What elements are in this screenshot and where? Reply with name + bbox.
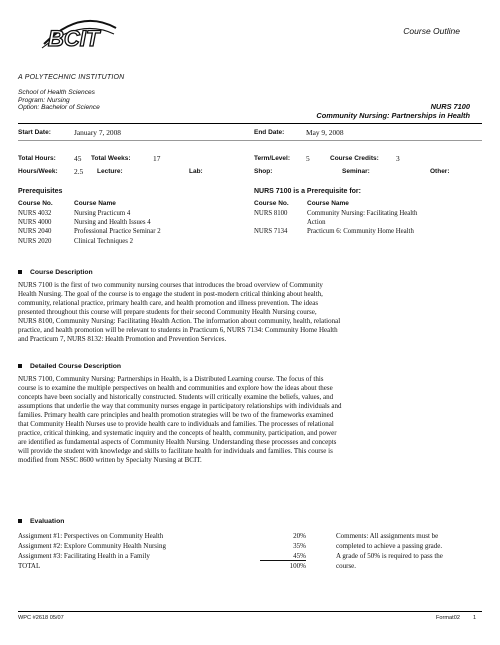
- evaluation-item: Assignment #3: Facilitating Health in a Family: [18, 552, 150, 560]
- total-weeks-value: 17: [153, 154, 161, 163]
- prereq-col-course-name: Course Name: [74, 200, 116, 207]
- paragraph-line: assumptions that underlie the way that community nurses engage in participatory relationships with individuals and: [18, 402, 342, 411]
- header-rule: [18, 123, 482, 124]
- evaluation-percent: 20%: [293, 532, 306, 540]
- prereq-for-course-name-cont: Action: [307, 219, 326, 227]
- end-date-value: May 9, 2008: [306, 128, 344, 137]
- paragraph-line: NURS 7100 is the first of two community nursing courses that introduces the broad overview of Community: [18, 281, 323, 289]
- paragraph-line: NURS 7100, Community Nursing: Partnerships in Health, is a Distributed Learning course. The focus of this: [18, 375, 324, 383]
- evaluation-percent: 100%: [289, 562, 306, 570]
- paragraph-line: Health Nursing. The goal of the course is to engage the student in post-modern critical thinking about health,: [18, 290, 323, 299]
- paragraph-line: course is to examine the multiple perspectives on health and communities and explore how the ideas about these: [18, 384, 333, 393]
- document-type: Course Outline: [403, 26, 460, 36]
- paragraph-line: will provide the student with knowledge and skills to facilitate health for individuals and families. This course is: [18, 447, 333, 456]
- prereq-course-no: NURS 4032: [18, 210, 52, 217]
- paragraph-line: community, relational practice, primary health care, and health promotion and illness prevention. The ideas: [18, 299, 319, 308]
- prereq-course-no: NURS 2020: [18, 237, 52, 245]
- paragraph-line: that Community Health Nurses use to provide health care to individuals and families. The processes of relational: [18, 420, 334, 429]
- lecture-label: Lecture:: [97, 168, 123, 175]
- lab-label: Lab:: [189, 168, 203, 175]
- paragraph-line: are identified as fundamental aspects of Community Health Nursing. Understanding these processes and concepts: [18, 438, 337, 447]
- paragraph-line: practice, critical thinking, and systematic inquiry and the concepts of health, community, participation, and power: [18, 429, 337, 438]
- prereq-course-name: Professional Practice Seminar 2: [74, 228, 161, 236]
- prereq-for-heading: NURS 7100 is a Prerequisite for:: [254, 188, 361, 195]
- hours-week-label: Hours/Week:: [18, 168, 58, 175]
- start-date-label: Start Date:: [18, 129, 51, 136]
- end-date-label: End Date:: [254, 129, 285, 136]
- school-name: School of Health Sciences: [18, 89, 95, 96]
- total-hours-value: 45: [74, 154, 82, 163]
- evaluation-title: Evaluation: [30, 518, 65, 525]
- evaluation-item: TOTAL: [18, 562, 41, 570]
- evaluation-heading: [18, 518, 64, 525]
- course-credits-label: Course Credits:: [330, 155, 379, 162]
- prereq-course-no: NURS 2040: [18, 228, 52, 236]
- evaluation-item: Assignment #2: Explore Community Health Nursing: [18, 542, 166, 550]
- evaluation-comment-line: completed to achieve a passing grade.: [336, 542, 443, 550]
- prereq-course-name: Clinical Techniques 2: [74, 237, 134, 245]
- paragraph-line: concepts have been socially and historically constructed. Students will critically examine the beliefs, values, and: [18, 393, 334, 402]
- course-description-text: [18, 281, 480, 344]
- course-title: Community Nursing: Partnerships in Health: [316, 111, 470, 120]
- prereq-for-col-course-no: Course No.: [254, 200, 289, 207]
- course-description-heading: [18, 269, 93, 276]
- course-code: NURS 7100: [430, 102, 470, 111]
- prereq-for-col-course-name: Course Name: [307, 200, 349, 207]
- logo-text: BCIT: [48, 26, 100, 51]
- evaluation-percent: 35%: [293, 542, 306, 550]
- paragraph-line: families. Primary health care principles and health promotion strategies will be two of the frameworks examined: [18, 411, 334, 420]
- prereq-for-course-name: Practicum 6: Community Home Health: [307, 228, 414, 236]
- hours-week-value: 2.5: [74, 167, 84, 176]
- seminar-label: Seminar:: [342, 168, 370, 175]
- evaluation-percent: 45%: [293, 552, 306, 560]
- prereq-for-course-name: Community Nursing: Facilitating Health: [307, 210, 418, 217]
- prereq-for-course-no: NURS 7134: [254, 228, 288, 236]
- total-hours-label: Total Hours:: [18, 155, 56, 162]
- evaluation-comment-line: Comments: All assignments must be: [336, 532, 439, 540]
- footer-format: Format02: [436, 615, 460, 621]
- evaluation-item: Assignment #1: Perspectives on Community Health: [18, 532, 164, 540]
- detailed-description-heading: [18, 363, 121, 370]
- school-block: [18, 89, 100, 112]
- tagline: A POLYTECHNIC INSTITUTION: [18, 74, 125, 81]
- prereq-col-course-no: Course No.: [18, 200, 53, 207]
- info-rule: [18, 140, 482, 141]
- paragraph-line: and Practicum 7, NURS 8132: Health Promotion and Prevention Services.: [18, 335, 227, 344]
- footer-code: WPC #2618 05/07: [18, 615, 64, 621]
- evaluation-comment-line: course.: [336, 562, 357, 570]
- total-weeks-label: Total Weeks:: [91, 155, 131, 162]
- footer-rule: [18, 611, 482, 612]
- other-label: Other:: [430, 168, 450, 175]
- page-number: 1: [473, 615, 477, 621]
- bullet-icon: [18, 270, 22, 274]
- term-level-value: 5: [306, 154, 310, 163]
- paragraph-line: modified from NSSC 8600 written by Specialty Nursing at BCIT.: [18, 456, 202, 465]
- start-date-value: January 7, 2008: [74, 128, 122, 137]
- paragraph-line: NURS 8100, Community Nursing: Facilitating Health Action. The information about community, health, relational: [18, 317, 341, 326]
- option: Option: Bachelor of Science: [18, 104, 100, 112]
- prereq-course-no: NURS 4000: [18, 219, 52, 227]
- course-description-title: Course Description: [30, 269, 93, 276]
- detailed-description-text: [18, 375, 480, 465]
- detailed-description-title: Detailed Course Description: [30, 363, 122, 370]
- term-level-label: Term/Level:: [254, 155, 291, 162]
- course-credits-value: 3: [396, 154, 400, 163]
- prereq-course-name: Nursing and Health Issues 4: [74, 219, 151, 227]
- bullet-icon: [18, 364, 22, 368]
- paragraph-line: practice, and health promotion will be relevant to students in Practicum 6, NURS 7134: Community Home Health: [18, 326, 338, 335]
- shop-label: Shop:: [254, 168, 273, 175]
- paragraph-line: presented throughout this course will prepare students for their second Community Health Nursing course,: [18, 308, 317, 317]
- bcit-logo: [40, 14, 118, 58]
- prereq-course-name: Nursing Practicum 4: [74, 210, 131, 217]
- total-underline: [260, 560, 306, 561]
- prerequisites-heading: Prerequisites: [18, 188, 63, 195]
- evaluation-comment-line: A grade of 50% is required to pass the: [336, 552, 443, 560]
- program: Program: Nursing: [18, 96, 70, 104]
- bullet-icon: [18, 519, 22, 523]
- prereq-for-course-no: NURS 8100: [254, 210, 288, 217]
